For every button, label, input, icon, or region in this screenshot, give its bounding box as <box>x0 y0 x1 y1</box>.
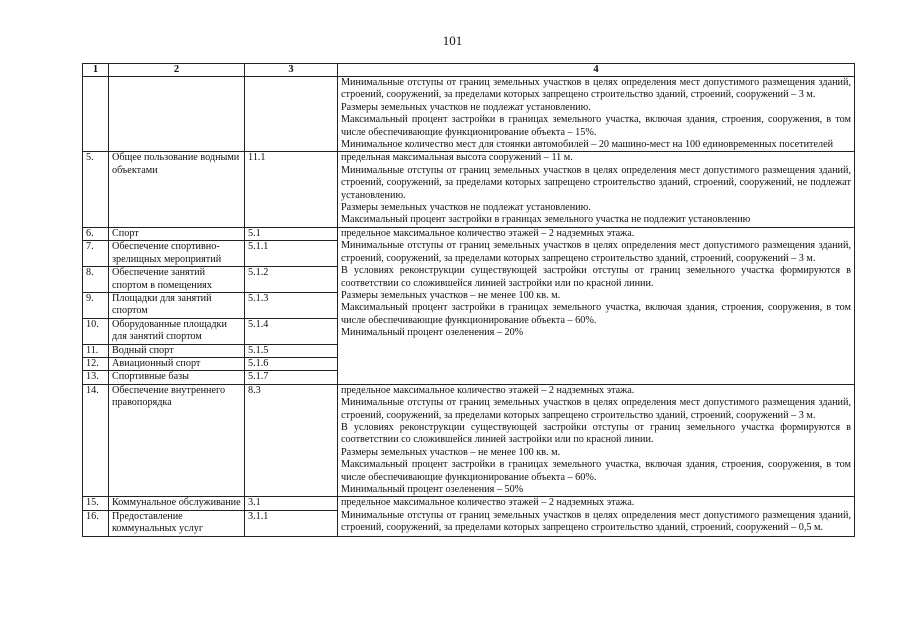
row-code: 5.1.3 <box>245 292 338 318</box>
table-row <box>83 384 855 497</box>
row-number: 9. <box>83 292 109 318</box>
row-name: Обеспечение спортивно-зрелищных мероприятий <box>109 241 245 267</box>
row-name <box>109 77 245 152</box>
header-col-3: 3 <box>245 64 338 77</box>
row-number: 14. <box>83 384 109 497</box>
row-code: 5.1.5 <box>245 344 338 357</box>
row-name: Спорт <box>109 227 245 240</box>
sport-description: предельное максимальное количество этажей – 2 надземных этажа. Минимальные отступы от границ земельных участков в целях определения мест допустимого размещения зданий, строений, сооружений, за пределами которых запрещено строительство зданий, строений, сооружений – 3 м. В условиях реконструкции существующей застройки отступы от границ земельного участка формируются в соответствии со сложившейся линией застройки или по красной линии. Размеры земельных участков – не менее 100 кв. м. Максимальный процент застройки в границах земельного участка, включая здания, строения, сооружения, в том числе обеспечивающие функционирование объекта – 60%. Минимальный процент озеленения – 20% <box>338 227 855 384</box>
row-code: 5.1 <box>245 227 338 240</box>
row-name: Оборудованные площадки для занятий спортом <box>109 318 245 344</box>
table-row <box>83 77 855 152</box>
table-row <box>83 497 855 510</box>
table-row <box>83 152 855 227</box>
row-number: 13. <box>83 371 109 384</box>
row-description: предельная максимальная высота сооружений – 11 м. Минимальные отступы от границ земельных участков в целях определения мест допустимого размещения зданий, строений, сооружений, за пределами которых запрещено строительство зданий, строений, сооружений, не подлежат установлению. Размеры земельных участков не подлежат установлению. Максимальный процент застройки в границах земельного участка не подлежит установлению <box>338 152 855 227</box>
row-number: 10. <box>83 318 109 344</box>
row-code: 5.1.7 <box>245 371 338 384</box>
row-code: 5.1.2 <box>245 267 338 293</box>
row-code: 3.1 <box>245 497 338 510</box>
header-col-2: 2 <box>109 64 245 77</box>
header-col-1: 1 <box>83 64 109 77</box>
page-number: 101 <box>442 33 463 48</box>
communal-description: предельное максимальное количество этажей – 2 надземных этажа. Минимальные отступы от границ земельных участков в целях определения мест допустимого размещения зданий, строений, сооружений, за пределами которых запрещено строительство зданий, строений, сооружений – 0,5 м. <box>338 497 855 536</box>
row-description: Минимальные отступы от границ земельных участков в целях определения мест допустимого размещения зданий, строений, сооружений, за пределами которых запрещено строительство зданий, строений, сооружений – 3 м. Размеры земельных участков не подлежат установлению. Максимальный процент застройки в границах земельного участка, включая здания, строения, сооружения, в том числе обеспечивающие функционирование объекта – 15%. Минимальное количество мест для стоянки автомобилей – 20 машино-мест на 100 единовременных посетителей <box>338 77 855 152</box>
row-number: 5. <box>83 152 109 227</box>
row-code: 3.1.1 <box>245 510 338 536</box>
row-number: 16. <box>83 510 109 536</box>
table-row <box>83 227 855 240</box>
row-name: Коммунальное обслуживание <box>109 497 245 510</box>
row-code <box>245 77 338 152</box>
row-name: Общее пользование водными объектами <box>109 152 245 227</box>
row-number: 12. <box>83 357 109 370</box>
row-name: Обеспечение занятий спортом в помещениях <box>109 267 245 293</box>
row-number: 11. <box>83 344 109 357</box>
row-name: Предоставление коммунальных услуг <box>109 510 245 536</box>
row-code: 11.1 <box>245 152 338 227</box>
row-name: Спортивные базы <box>109 371 245 384</box>
regulations-table <box>82 63 855 537</box>
row-name: Водный спорт <box>109 344 245 357</box>
row-code: 5.1.1 <box>245 241 338 267</box>
header-col-4: 4 <box>338 64 855 77</box>
row-code: 8.3 <box>245 384 338 497</box>
row-name: Обеспечение внутреннего правопорядка <box>109 384 245 497</box>
row-name: Авиационный спорт <box>109 357 245 370</box>
row-code: 5.1.4 <box>245 318 338 344</box>
row-number: 6. <box>83 227 109 240</box>
row-number: 7. <box>83 241 109 267</box>
row-number <box>83 77 109 152</box>
row-number: 15. <box>83 497 109 510</box>
row-description: предельное максимальное количество этажей – 2 надземных этажа. Минимальные отступы от границ земельных участков в целях определения мест допустимого размещения зданий, строений, сооружений, за пределами которых запрещено строительство зданий, строений, сооружений – 3 м. В условиях реконструкции существующей застройки отступы от границ земельного участка формируются в соответствии со сложившейся линией застройки или по красной линии. Размеры земельных участков – не менее 100 кв. м. Максимальный процент застройки в границах земельного участка, включая здания, строения, сооружения, в том числе обеспечивающие функционирование объекта – 60%. Минимальный процент озеленения – 50% <box>338 384 855 497</box>
row-number: 8. <box>83 267 109 293</box>
header-row <box>83 64 855 77</box>
row-name: Площадки для занятий спортом <box>109 292 245 318</box>
row-code: 5.1.6 <box>245 357 338 370</box>
